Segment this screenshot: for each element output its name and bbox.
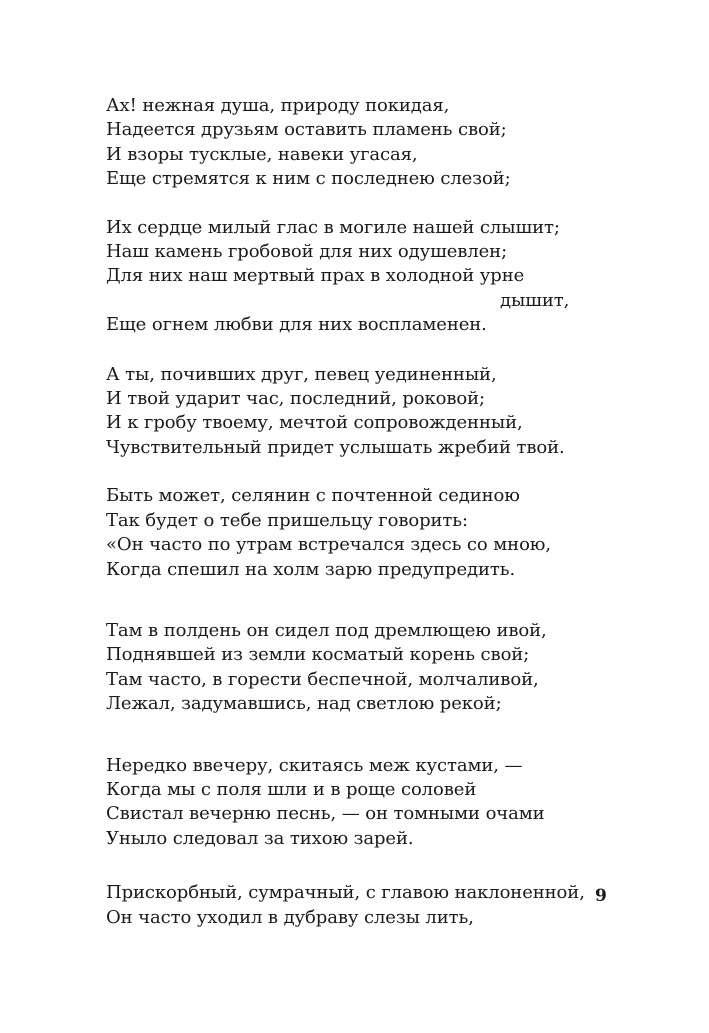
poem-line: Лежал, задумавшись, над светлою рекой;: [106, 693, 502, 715]
poem-line: Когда мы с поля шли и в роще соловей: [106, 778, 477, 800]
poem-text: [106, 94, 586, 930]
poem-line: Надеется друзьям оставить пламень свой;: [106, 119, 507, 141]
poem-line: Чувствительный придет услышать жребий твой.: [106, 436, 565, 458]
poem-line: А ты, почивших друг, певец уединенный,: [106, 363, 497, 385]
poem-line: Он часто уходил в дубраву слезы лить,: [106, 906, 474, 928]
poem-line: Там часто, в горести беспечной, молчаливой,: [106, 668, 539, 690]
stanza-1: [106, 94, 586, 192]
poem-line: Уныло следовал за тихою зарей.: [106, 827, 414, 849]
stanza-7: [106, 881, 586, 930]
poem-line: Свистал вечерню песнь, — он томными очами: [106, 803, 545, 825]
poem-line: Наш камень гробовой для них одушевлен;: [106, 241, 508, 263]
poem-line-overflow: дышит,: [500, 289, 570, 311]
poem-line: Там в полдень он сидел под дремлющею ивой,: [106, 619, 547, 641]
poem-line: Прискорбный, сумрачный, с главою наклоненной,: [106, 882, 585, 904]
poem-line: Нередко ввечеру, скитаясь меж кустами, —: [106, 754, 523, 776]
poem-line: Их сердце милый глас в могиле нашей слышит;: [106, 216, 560, 238]
page-number: 9: [595, 886, 607, 906]
poem-line: И к гробу твоему, мечтой сопровожденный,: [106, 412, 523, 434]
stanza-2: [106, 216, 586, 338]
stanza-3: [106, 363, 586, 461]
poem-line: Так будет о тебе пришельцу говорить:: [106, 509, 468, 531]
stanza-4: [106, 484, 586, 582]
poem-line: Ах! нежная душа, природу покидая,: [106, 95, 450, 116]
poem-line: И взоры тусклые, навеки угасая,: [106, 143, 418, 165]
poem-line: «Он часто по утрам встречался здесь со мною,: [106, 534, 551, 556]
poem-line: Для них наш мертвый прах в холодной урне: [106, 265, 525, 287]
stanza-6: [106, 754, 586, 852]
poem-line: Быть может, селянин с почтенной сединою: [106, 485, 520, 507]
poem-line: Когда спешил на холм зарю предупредить.: [106, 558, 516, 580]
poem-line: Еще огнем любви для них воспламенен.: [106, 314, 487, 336]
stanza-5: [106, 619, 586, 717]
poem-line: Еще стремятся к ним с последнею слезой;: [106, 168, 511, 190]
poem-line: И твой ударит час, последний, роковой;: [106, 388, 486, 410]
poem-line: Поднявшей из земли косматый корень свой;: [106, 644, 530, 666]
